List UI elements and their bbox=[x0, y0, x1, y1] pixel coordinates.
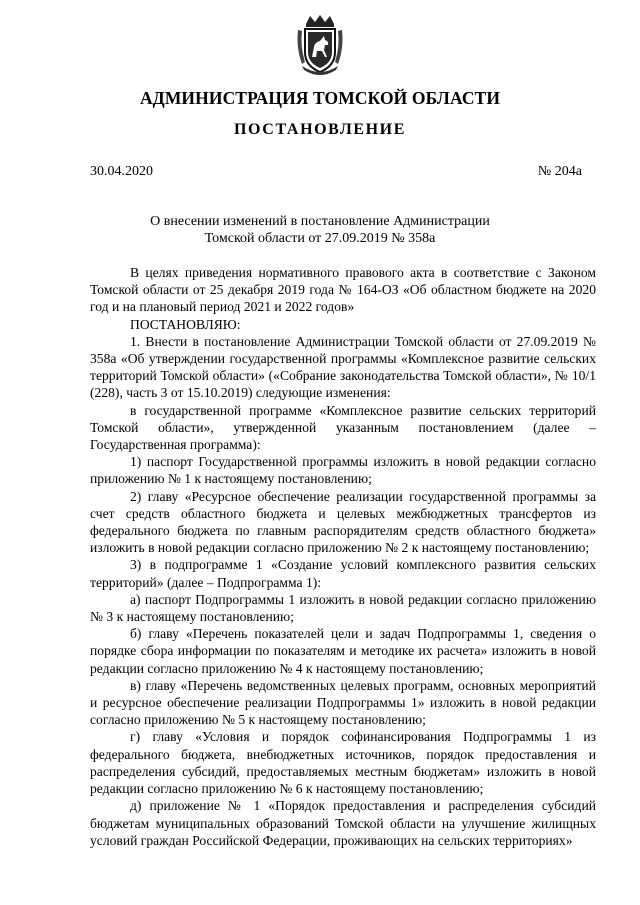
paragraph-change-3a: а) паспорт Подпрограммы 1 изложить в новой редакции согласно приложению № 3 к настоящему постановлению; bbox=[90, 591, 596, 625]
paragraph-change-3c: в) главу «Перечень ведомственных целевых программ, основных мероприятий и ресурсное обеспечение реализации Подпрограммы 1» изложить в новой редакции согласно приложению № 5 к настоящему постановлению; bbox=[90, 677, 596, 728]
document-body bbox=[90, 264, 596, 849]
paragraph-change-2: 2) главу «Ресурсное обеспечение реализации государственной программы за счет средств областного бюджета и целевых межбюджетных трансфертов из федерального бюджета по главным распорядителям средств областного бюджета» изложить в новой редакции согласно приложению № 2 к настоящему постановлению; bbox=[90, 488, 596, 556]
paragraph-item-1: 1. Внести в постановление Администрации Томской области от 27.09.2019 № 358а «Об утверждении государственной программы «Комплексное развитие сельских территорий Томской области» («Собрание законодательства Томской области», № 10/1 (228), часть 3 от 15.10.2019) следующие изменения: bbox=[90, 333, 596, 401]
paragraph-change-3: 3) в подпрограмме 1 «Создание условий комплексного развития сельских территорий» (далее – Подпрограмма 1): bbox=[90, 557, 596, 590]
paragraph-program: в государственной программе «Комплексное развитие сельских территорий Томской области», утвержденной указанным постановлением (далее – Государственная программа): bbox=[90, 402, 596, 453]
coat-of-arms-icon bbox=[296, 14, 344, 76]
paragraph-change-3d: г) главу «Условия и порядок софинансирования Подпрограммы 1 из федерального бюджета, внебюджетных источников, порядок предоставления и распределения субсидий, предоставляемых местным бюджетам» изложить в новой редакции согласно приложению № 6 к настоящему постановлению; bbox=[90, 729, 596, 797]
paragraph-change-3e: д) приложение № 1 «Порядок предоставления и распределения субсидий бюджетам муниципальных образований Томской области на улучшение жилищных условий граждан Российской Федерации, проживающих на сельских территориях» bbox=[90, 798, 596, 848]
subject-line-2: Томской области от 27.09.2019 № 358а bbox=[204, 231, 436, 246]
document-subject bbox=[140, 213, 500, 247]
document-type: ПОСТАНОВЛЕНИЕ bbox=[234, 121, 406, 138]
organization-title: АДМИНИСТРАЦИЯ ТОМСКОЙ ОБЛАСТИ bbox=[139, 88, 501, 108]
paragraph-change-1: 1) паспорт Государственной программы изложить в новой редакции согласно приложению № 1 к настоящему постановлению; bbox=[90, 454, 596, 487]
subject-line-1: О внесении изменений в постановление Администрации bbox=[150, 214, 490, 229]
paragraph-preamble: В целях приведения нормативного правового акта в соответствие с Законом Томской области от 25 декабря 2019 года № 164-ОЗ «Об областном бюджете на 2020 год и на плановый период 2021 и 2022 годов» bbox=[90, 265, 596, 315]
document-date: 30.04.2020 bbox=[90, 164, 153, 179]
paragraph-resolve: ПОСТАНОВЛЯЮ: bbox=[130, 316, 241, 332]
paragraph-change-3b: б) главу «Перечень показателей цели и задач Подпрограммы 1, сведения о порядке сбора информации по показателям и методике их расчета» изложить в новой редакции согласно приложению № 4 к настоящему постановлению; bbox=[90, 626, 596, 676]
document-number: № 204а bbox=[537, 164, 582, 179]
